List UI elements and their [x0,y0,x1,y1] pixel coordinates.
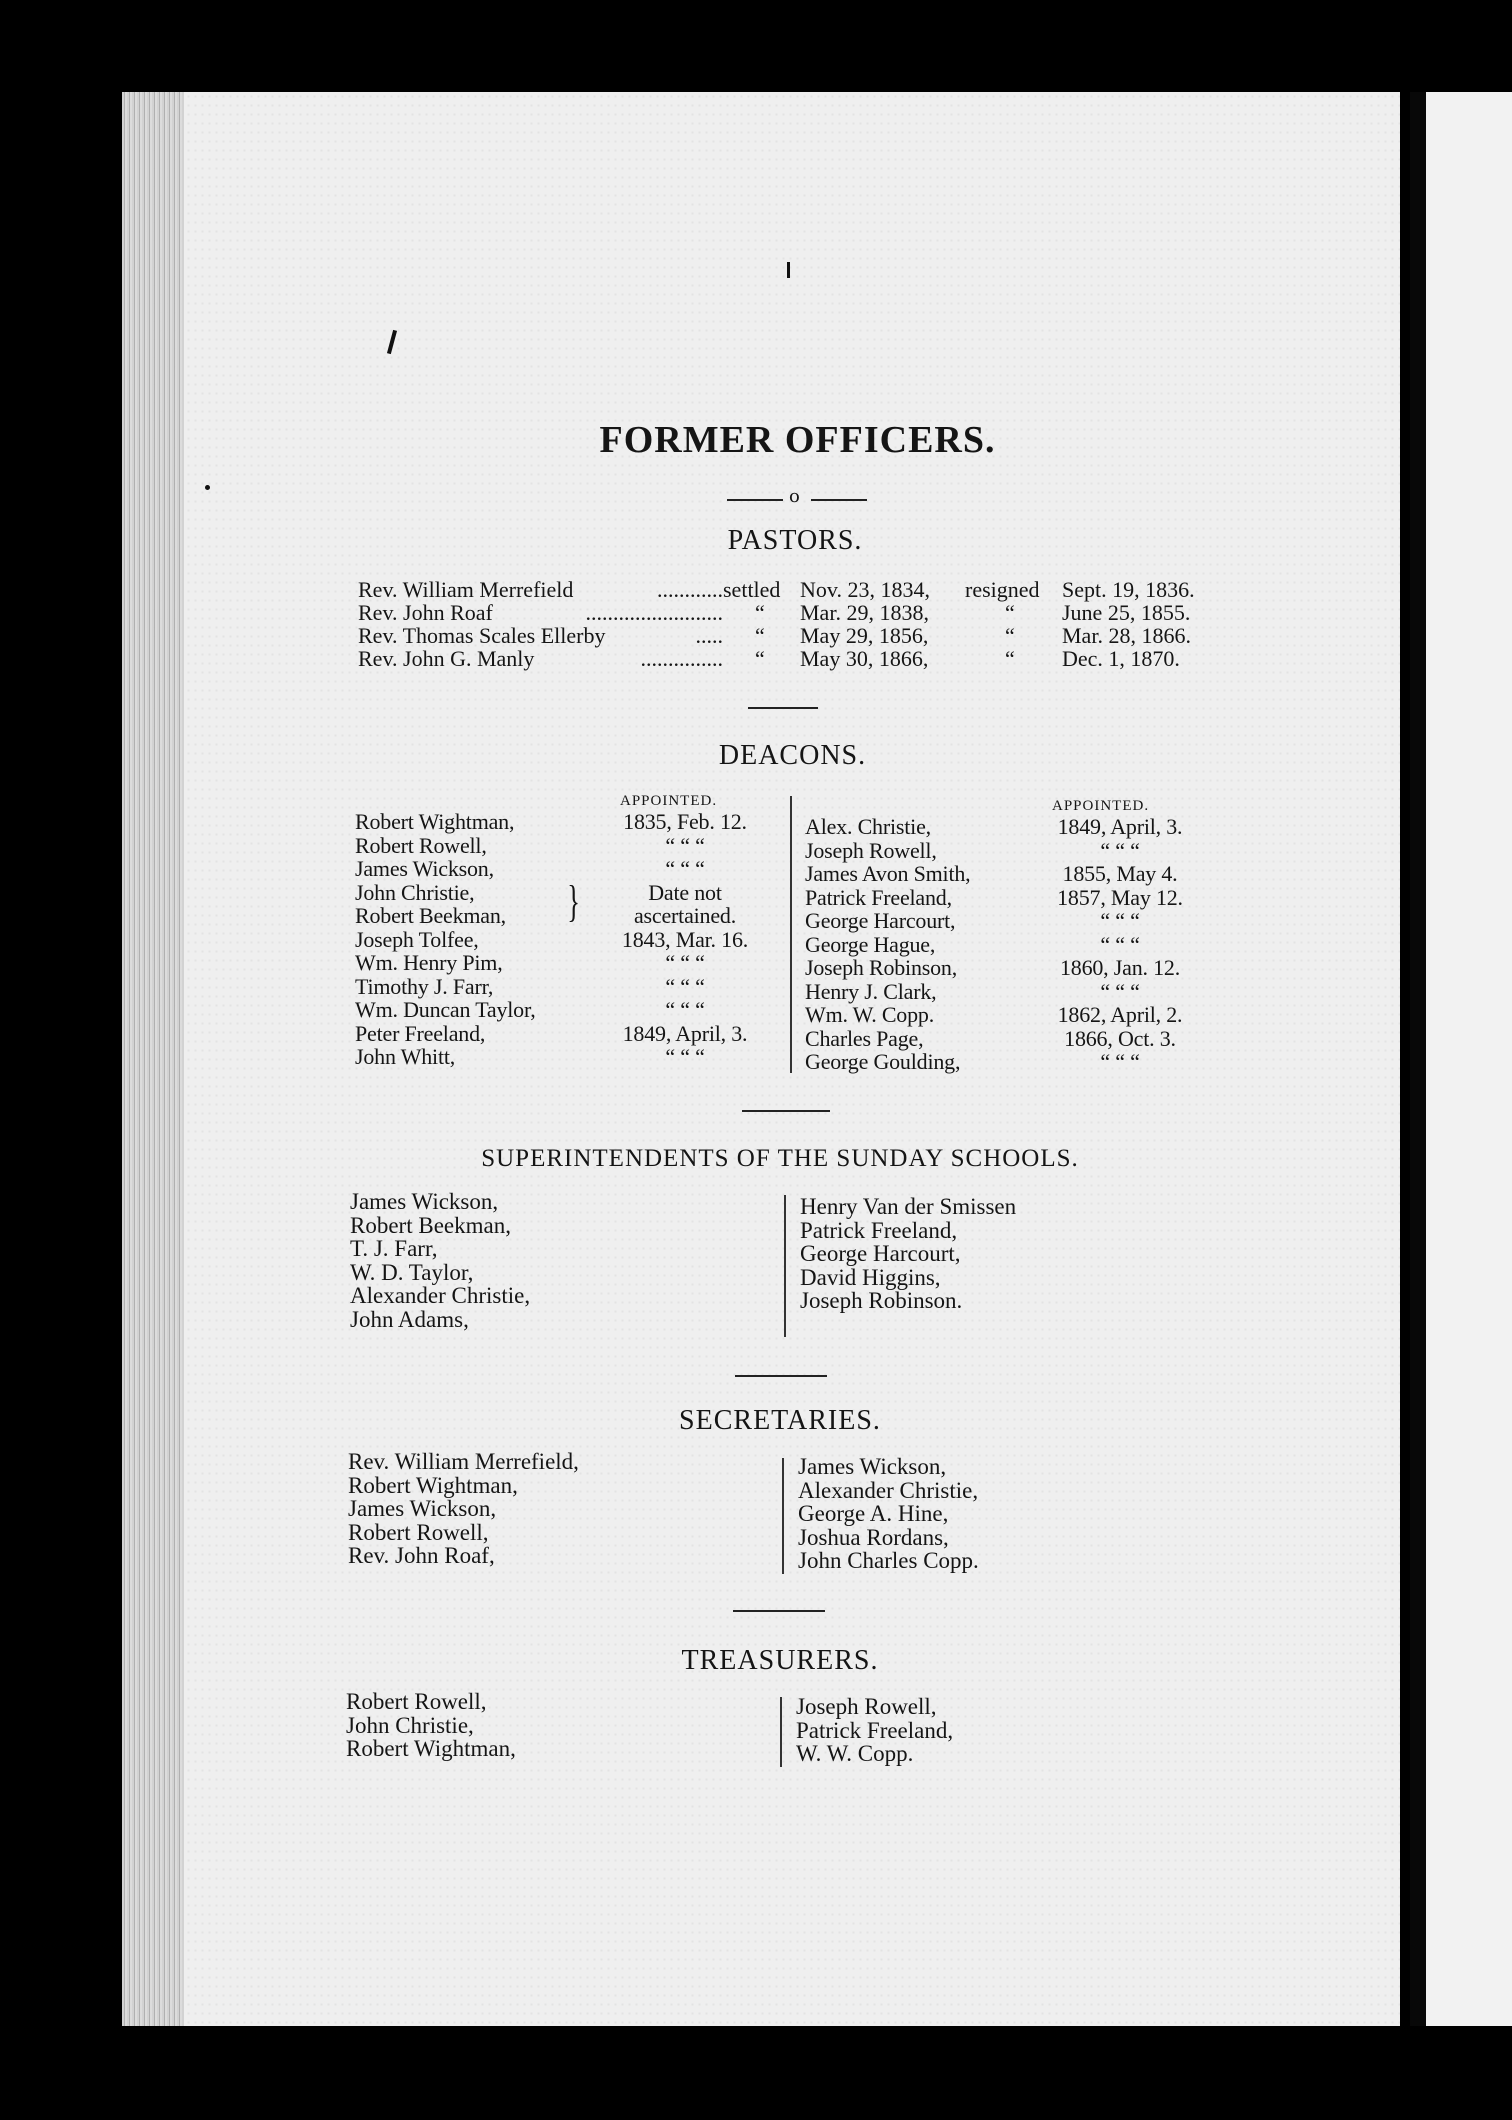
section-divider [733,1610,825,1612]
book-spine-edge [122,92,184,2026]
deacon-name: George Harcourt, [805,908,956,933]
list-item: George A. Hine, [798,1501,949,1526]
deacon-name: Wm. W. Copp. [805,1002,934,1027]
settled-label: “ [755,646,765,671]
list-item: Rev. William Merrefield, [348,1449,579,1474]
deacon-name: George Hague, [805,931,936,957]
deacon-name: James Wickson, [355,856,494,881]
list-item: David Higgins, [800,1264,941,1290]
title-ornament: o [727,492,867,508]
page-title: FORMER OFFICERS. [599,419,996,461]
deacon-date: 1860, Jan. 12. [1059,955,1181,980]
list-item: W. D. Taylor, [350,1259,474,1285]
settled-date: May 29, 1856, [800,623,929,648]
deacon-date: “ “ “ [1100,837,1140,863]
treasurers-heading: TREASURERS. [681,1645,879,1676]
list-item: T. J. Farr, [350,1236,438,1261]
column-divider [782,1458,784,1574]
deacon-date: “ “ “ [1100,1049,1140,1074]
superintendents-heading: SUPERINTENDENTS OF THE SUNDAY SCHOOLS. [481,1145,1079,1172]
pastor-name: Rev. John G. Manly [358,646,535,671]
secretaries-left-list [348,1450,579,1568]
deacon-date: 1843, Mar. 16. [621,926,749,952]
list-item: Henry Van der Smissen [800,1194,1017,1219]
pastor-name: Rev. John Roaf [358,600,493,625]
facing-page-edge [1410,92,1512,2026]
deacon-name: Wm. Duncan Taylor, [355,997,536,1022]
resigned-label: “ [1005,646,1015,671]
superintendents-right-list [800,1195,1016,1313]
deacon-date: “ “ “ [665,832,705,858]
list-item: James Wickson, [798,1454,947,1479]
ink-speck [787,262,790,278]
secretaries-right-list [798,1455,979,1573]
settled-label: settled [723,577,781,602]
deacon-name: John Whitt, [355,1044,456,1069]
deacon-name: Joseph Rowell, [805,837,937,863]
treasurers-left-list [346,1690,516,1761]
deacon-name: Wm. Henry Pim, [355,950,503,975]
deacon-name: Robert Rowell, [355,832,487,858]
brace-mark: } [567,877,580,926]
superintendents-left-list [350,1190,530,1331]
leader-dots: ............... [640,647,723,670]
resigned-date: Sept. 19, 1836. [1062,577,1195,602]
list-item: John Christie, [346,1712,474,1738]
deacon-date: 1835, Feb. 12. [623,809,747,834]
list-item: Robert Wightman, [346,1736,516,1761]
list-item: Joseph Robinson. [800,1288,963,1313]
leader-dots: ......................... [585,601,723,624]
deacon-date: ascertained. [633,903,737,928]
deacon-date: 1855, May 4. [1062,861,1178,886]
resigned-date: June 25, 1855. [1062,600,1191,625]
settled-date: Mar. 29, 1838, [800,600,929,625]
deacon-date: 1849, April, 3. [622,1020,748,1046]
leader-dots: ............ [657,578,723,601]
settled-date: May 30, 1866, [800,646,929,671]
deacon-name: James Avon Smith, [805,861,971,886]
list-item: John Adams, [350,1306,469,1332]
section-divider [748,707,818,709]
deacon-date: Date not [648,879,722,905]
deacon-date: 1849, April, 3. [1057,814,1183,839]
deacon-date: 1862, April, 2. [1057,1002,1183,1027]
settled-date: Nov. 23, 1834, [800,577,930,602]
resigned-label: “ [1005,623,1015,648]
list-item: Robert Rowell, [346,1689,487,1714]
deacon-name: Alex. Christie, [805,814,931,839]
deacon-date: “ “ “ [665,1044,705,1069]
deacon-name: Henry J. Clark, [805,978,937,1004]
deacon-date: “ “ “ [665,973,705,999]
resigned-label: “ [1005,600,1015,625]
settled-label: “ [755,600,765,625]
resigned-date: Mar. 28, 1866. [1062,623,1191,648]
column-divider [780,1697,782,1767]
deacon-name: Peter Freeland, [355,1020,486,1046]
deacon-date: “ “ “ [1100,908,1140,933]
list-item: Robert Beekman, [350,1212,511,1238]
deacon-name: Charles Page, [805,1025,924,1051]
list-item: James Wickson, [350,1189,499,1214]
column-divider [790,796,792,1073]
deacon-date: 1866, Oct. 3. [1064,1025,1176,1051]
deacon-name: John Christie, [355,879,475,905]
list-item: Joshua Rordans, [798,1524,949,1550]
deacon-date: 1857, May 12. [1057,884,1183,910]
list-item: Robert Wightman, [348,1472,518,1498]
ink-speck [205,485,210,490]
pastors-heading: PASTORS. [727,525,863,556]
deacon-date: “ “ “ [1100,931,1140,957]
list-item: W. W. Copp. [796,1741,914,1766]
list-item: Rev. John Roaf, [348,1543,495,1568]
secretaries-heading: SECRETARIES. [679,1405,881,1436]
list-item: Alexander Christie, [350,1283,531,1308]
column-divider [784,1195,786,1337]
deacon-date: “ “ “ [665,856,705,881]
deacon-name: Robert Wightman, [355,809,515,834]
appointed-label-left: APPOINTED. [620,793,718,809]
list-item: Robert Rowell, [348,1519,489,1545]
deacons-heading: DEACONS. [718,740,867,771]
deacon-name: Joseph Robinson, [805,955,958,980]
deacon-name: George Goulding, [805,1049,961,1074]
treasurers-right-list [796,1695,953,1766]
appointed-label-right: APPOINTED. [1052,798,1150,814]
list-item: Alexander Christie, [798,1477,979,1503]
deacon-name: Robert Beekman, [355,903,506,928]
list-item: Patrick Freeland, [800,1217,958,1243]
deacon-date: “ “ “ [665,950,705,975]
pastor-name: Rev. Thomas Scales Ellerby [358,623,606,648]
deacon-name: Patrick Freeland, [805,884,952,910]
deacon-date: “ “ “ [665,997,705,1022]
resigned-date: Dec. 1, 1870. [1062,646,1180,671]
deacon-date: “ “ “ [1100,978,1140,1004]
list-item: James Wickson, [348,1496,497,1521]
list-item: Joseph Rowell, [796,1694,937,1719]
section-divider [735,1375,827,1377]
list-item: John Charles Copp. [798,1548,979,1573]
deacon-name: Timothy J. Farr, [355,973,494,999]
list-item: George Harcourt, [800,1241,961,1266]
section-divider [742,1110,830,1112]
list-item: Patrick Freeland, [796,1717,954,1743]
pastor-name: Rev. William Merrefield [358,577,574,602]
settled-label: “ [755,623,765,648]
deacon-name: Joseph Tolfee, [355,926,479,952]
leader-dots: ..... [695,624,723,647]
resigned-label: resigned [965,577,1040,602]
